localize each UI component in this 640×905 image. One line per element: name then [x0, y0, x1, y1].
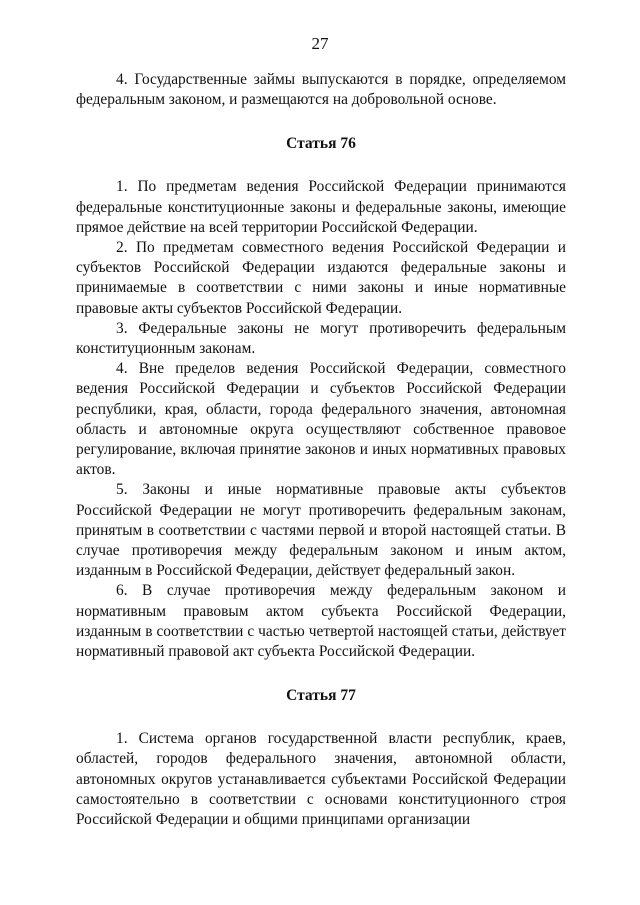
- document-body: [76, 70, 566, 830]
- page-number: 27: [311, 34, 329, 53]
- article-77-paragraph-1: 1. Система органов государственной власти республик, краев, областей, городов федерального значения, автономной области, автономных округов устанавливается субъектами Российской Федерации самостоятельно в соответствии с основами конституционного строя Российской Федерации и общими принципами организации: [76, 730, 566, 829]
- article-76-title: Статья 76: [286, 135, 356, 153]
- article-76-paragraph-6: 6. В случае противоречия между федеральным законом и нормативным правовым актом субъекта Российской Федерации, изданным в соответствии с частью четвертой настоящей статьи, действует нормативный правовой акт субъекта Российской Федерации.: [76, 582, 566, 661]
- article-76-paragraph-1: 1. По предметам ведения Российской Федерации принимаются федеральные конституционные законы и федеральные законы, имеющие прямое действие на всей территории Российской Федерации.: [76, 178, 566, 236]
- article-76-paragraph-5: 5. Законы и иные нормативные правовые акты субъектов Российской Федерации не могут противоречить федеральным законам, принятым в соответствии с частями первой и второй настоящей статьи. В случае противоречия между федеральным законом и иным актом, изданным в Российской Федерации, действует федеральный закон.: [76, 481, 566, 580]
- article-77-title: Статья 77: [286, 687, 356, 705]
- article-76-paragraph-3: 3. Федеральные законы не могут противоречить федеральным конституционным законам.: [76, 319, 566, 358]
- article-76-paragraph-4: 4. Вне пределов ведения Российской Федерации, совместного ведения Российской Федерации и субъектов Российской Федерации республики, края, области, города федерального значения, автономная область и автономные округа осуществляют собственное правовое регулирование, включая принятие законов и иных нормативных правовых актов.: [76, 360, 566, 479]
- intro-paragraph: 4. Государственные займы выпускаются в порядке, определяемом федеральным законом, и размещаются на добровольной основе.: [76, 71, 566, 109]
- article-76-paragraph-2: 2. По предметам совместного ведения Российской Федерации и субъектов Российской Федерации издаются федеральные законы и принимаемые в соответствии с ними законы и иные нормативные правовые акты субъектов Российской Федерации.: [76, 239, 566, 317]
